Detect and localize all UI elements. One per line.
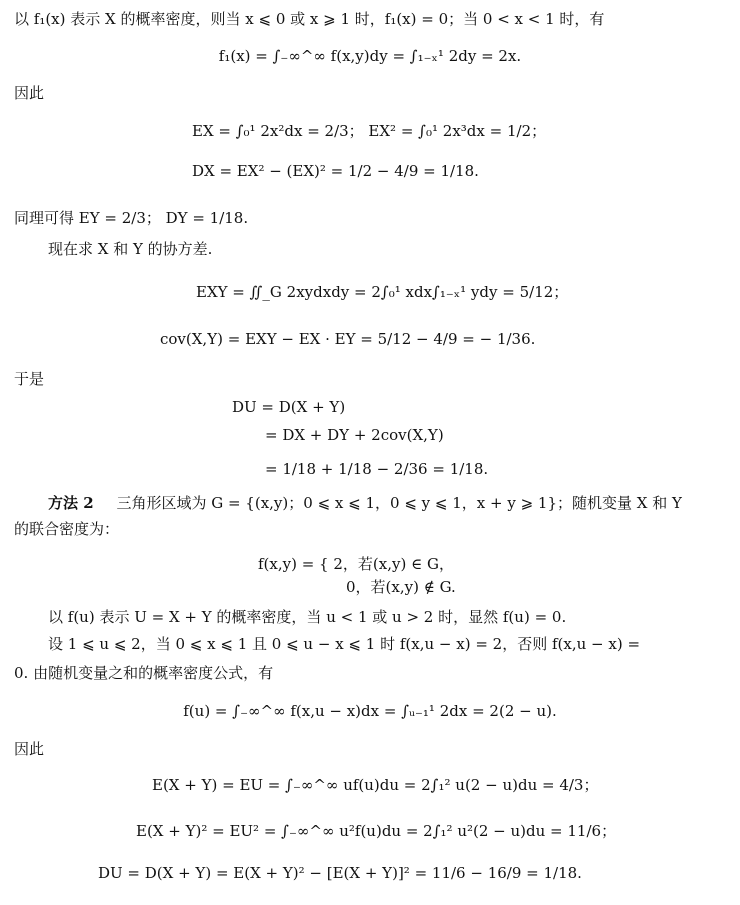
text-line <box>0 368 740 390</box>
math-line-content: 0，若(x,y) ∉ G. <box>346 578 456 596</box>
text-line <box>0 606 740 628</box>
math-line-content: DX = EX² − (EX)² = 1/2 − 4/9 = 1/18. <box>192 162 479 180</box>
math-line <box>0 553 740 575</box>
math-line-content: = 1/18 + 1/18 − 2/36 = 1/18. <box>265 460 489 478</box>
text-line-content: 同理可得 EY = 2/3； DY = 1/18. <box>14 209 249 227</box>
math-line-content: EX = ∫₀¹ 2x²dx = 2/3； EX² = ∫₀¹ 2x³dx = 1/2； <box>192 122 547 140</box>
text-line <box>0 518 740 540</box>
math-line <box>0 281 740 303</box>
text-line <box>0 8 740 30</box>
math-line-content: E(X + Y) = EU = ∫₋∞^∞ uf(u)du = 2∫₁² u(2 − u)du = 4/3； <box>152 776 599 794</box>
text-line <box>0 738 740 760</box>
text-line <box>0 633 740 655</box>
text-line <box>0 82 740 104</box>
math-line <box>0 820 740 842</box>
text-line-content: 于是 <box>14 370 45 388</box>
math-line <box>0 576 740 598</box>
math-line-content: EXY = ∬_G 2xydxdy = 2∫₀¹ xdx∫₁₋ₓ¹ ydy = 5/12； <box>196 283 569 301</box>
math-line-content: cov(X,Y) = EXY − EX · EY = 5/12 − 4/9 = − 1/36. <box>160 330 536 348</box>
text-line-content: 以 f(u) 表示 U = X + Y 的概率密度，当 u < 1 或 u > 2 时，显然 f(u) = 0. <box>48 608 567 626</box>
math-line-content: = DX + DY + 2cov(X,Y) <box>265 426 444 444</box>
method-label: 方法 2 <box>48 494 94 512</box>
text-line-content: 设 1 ⩽ u ⩽ 2，当 0 ⩽ x ⩽ 1 且 0 ⩽ u − x ⩽ 1 时 f(x,u − x) = 2，否则 f(x,u − x) = <box>48 635 641 653</box>
math-line <box>0 700 740 722</box>
math-line-content: f(u) = ∫₋∞^∞ f(x,u − x)dx = ∫ᵤ₋₁¹ 2dx = 2(2 − u). <box>183 702 557 720</box>
math-line <box>0 862 740 884</box>
text-line-content: 以 f₁(x) 表示 X 的概率密度，则当 x ⩽ 0 或 x ⩾ 1 时，f₁(x) = 0；当 0 < x < 1 时，有 <box>14 10 605 28</box>
math-line <box>0 424 740 446</box>
text-line <box>0 492 740 514</box>
math-line-content: E(X + Y)² = EU² = ∫₋∞^∞ u²f(u)du = 2∫₁² u²(2 − u)du = 11/6； <box>136 822 617 840</box>
math-line <box>0 160 740 182</box>
math-line <box>0 45 740 67</box>
math-line <box>0 774 740 796</box>
text-line-content: 因此 <box>14 740 45 758</box>
text-line-content: 的联合密度为： <box>14 520 120 538</box>
math-line-content: DU = D(X + Y) <box>232 398 346 416</box>
text-line <box>0 662 740 684</box>
text-line-content: 0. 由随机变量之和的概率密度公式，有 <box>14 664 274 682</box>
text-line-content: 现在求 X 和 Y 的协方差. <box>48 240 213 258</box>
math-line-content: f₁(x) = ∫₋∞^∞ f(x,y)dy = ∫₁₋ₓ¹ 2dy = 2x. <box>218 47 522 65</box>
math-line <box>0 396 740 418</box>
math-line-content: DU = D(X + Y) = E(X + Y)² − [E(X + Y)]² = 11/6 − 16/9 = 1/18. <box>98 864 582 882</box>
text-line <box>0 207 740 229</box>
math-line <box>0 328 740 350</box>
math-line <box>0 458 740 480</box>
math-line-content: f(x,y) = { 2，若(x,y) ∈ G， <box>258 555 454 573</box>
text-line-content: 因此 <box>14 84 45 102</box>
text-line <box>0 238 740 260</box>
text-line-content: 三角形区域为 G = {(x,y)；0 ⩽ x ⩽ 1，0 ⩽ y ⩽ 1，x + y ⩾ 1}；随机变量 X 和 Y <box>116 494 682 512</box>
math-line <box>0 120 740 142</box>
